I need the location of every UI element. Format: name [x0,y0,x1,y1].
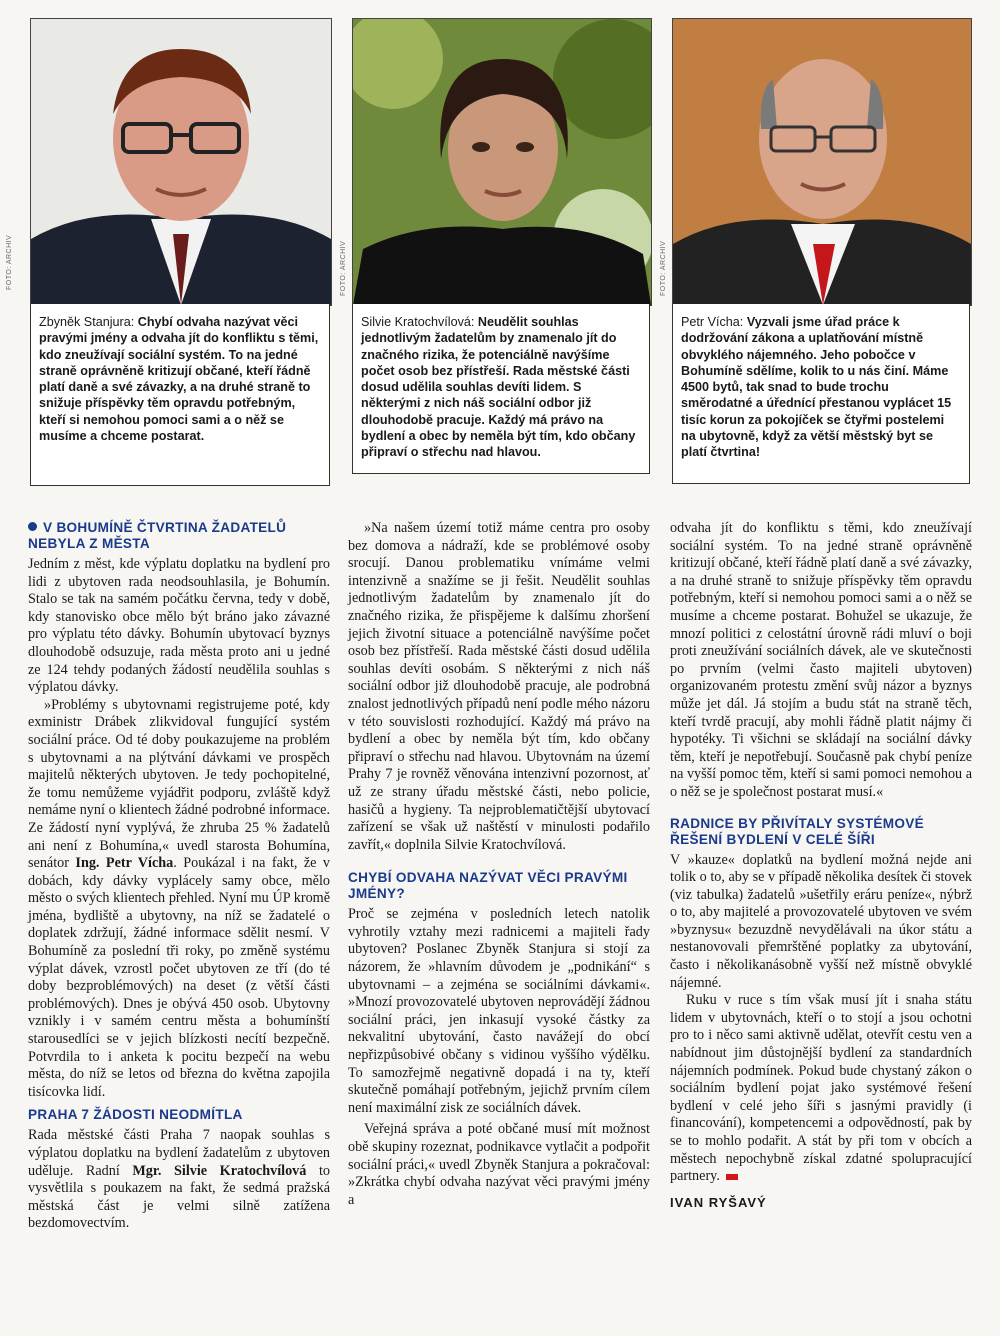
photo-kratochvilova [352,18,652,306]
article-column-1 [28,520,330,1233]
portrait-woman-icon [353,19,651,305]
caption-name: Zbyněk Stanjura: [39,315,135,329]
paragraph: »Na našem území totiž máme centra pro osoby bez domova a nádraží, kde se problémové osoby srocují. Danou problematiku vnímáme velmi intenzivně a snažíme se ji řešit. Neudělit souhlas jednotlivým žadatelům by znamenalo jít do značného rizika, že přispějeme k dalšímu zhoršení jejich životní situace a potenciálně navýšíme počet osob bez přístřeší. Rada městské části dosud udělila souhlas devíti osobám. S některými z nich náš sociální odbor již dlouhodobě pracuje, ale podrobná znalost jednotlivých případů není podle mého názoru v této souvislosti rozhodující. Každý má právo na bydlení a obec by neměla být tím, kdo občany připraví o střechu nad hlavou. Ubytovnám na území Prahy 7 je rovněž věnována intenzivní pozornost, ať už ze strany úřadu městské části, nebo policie, hasičů a hygieny. Ta nejproblematičtější ubytovací zařízení se však už naštěstí v minulosti podařilo zavřít,« doplnila Silvie Kratochvílová. [348,520,650,853]
paragraph: Ruku v ruce s tím však musí jít i snaha státu lidem v ubytovnách, kteří o to stojí a jsou ochotni pro to i něco sami aktivně udělat, otevřít cestu ven a nabídnout jim důstojnější bydlení za standardních nájemních podmínek. Pokud bude chystaný zákon o sociálním bydlení pojat jako systémové řešení bydlení v celé jeho šíři s jasnými pravidly (i financování), kompetencemi a odpovědností, pak by se to mohlo podařit. A stát by při tom v obcích a městech nepochybně získal zdatné spolupracující partnery. [670,992,972,1185]
paragraph: Proč se zejména v posledních letech natolik vyhrotily vztahy mezi radnicemi a majiteli řady ubytoven? Poslanec Zbyněk Stanjura si stojí za názorem, že »hlavním důvodem je „podnikání“ s ubytovnami – a zejména se sociálními dávkami«. »Mnozí provozovatelé ubytoven neprovádějí žádnou sociální práci, jen inkasují vysoké částky za nekvalitní ubytování, často navážejí do obcí nepřizpůsobivé občany s vidinou vyššího výdělku. To samozřejmě negativně dopadá i na ty, kteří skutečně pomáhají potřebným, jejichž prvním cílem není maximální zisk ze sociálních dávek. [348,906,650,1116]
person-name: Mgr. Silvie Kratochvílová [132,1162,307,1179]
author-byline: IVAN RYŠAVÝ [670,1194,767,1210]
photo-credit: FOTO: ARCHIV [6,234,13,290]
section-heading: RADNICE BY PŘIVÍTALY SYSTÉMOVÉ ŘEŠENÍ BYDLENÍ V CELÉ ŠÍŘI [670,815,924,847]
article-column-3 [670,520,972,1211]
paragraph: Veřejná správa a poté občané musí mít možnost obě skupiny rozeznat, podnikavce vytlačit a podpořit sociální práci,« uvedl Zbyněk Stanjura a pokračoval: »Zkrátka chybí odvaha nazývat věci pravými jmény a [348,1121,650,1208]
portrait-man-bald-icon [673,19,971,305]
paragraph: Rada městské části Praha 7 naopak souhlas s výplatou doplatku na bydlení žadatelům z ubytoven uděluje. Radní Mgr. Silvie Kratochvílová to vysvětlila s poukazem na fakt, že sedmá pražská městská část je velmi silně zatížena bezdomovectvím. [28,1127,331,1232]
article-column-2 [348,520,650,1209]
caption-name: Silvie Kratochvílová: [361,315,475,329]
section-heading: V BOHUMÍNĚ ČTVRTINA ŽADATELŮ NEBYLA Z MĚSTA [28,520,287,551]
caption-text: Neudělit souhlas jednotlivým žadatelům by znamenalo jít do značného rizika, že potenciálně navýšíme počet osob bez přístřeší. Rada městské části dosud udělila souhlas devíti lidem. S některými z nich náš sociální odbor již dlouhodobě pracuje. Každý má právo na bydlení a obec by neměla být tím, kdo občany připraví o střechu nad hlavou. [361,315,636,460]
caption-name: Petr Vícha: [681,315,744,329]
section-heading: PRAHA 7 ŽÁDOSTI NEODMÍTLA [28,1107,243,1123]
caption-vicha [672,304,970,484]
photo-credit: FOTO: ARCHIV [660,240,667,296]
portrait-man-glasses-icon [31,19,331,305]
paragraph: Jedním z měst, kde výplatu doplatku na bydlení pro lidi z ubytoven rada neodsouhlasila, je Bohumín. Stalo se tak na samém počátku června, tedy v době, kdy stanovisko obce mělo být bráno jako závazné pro výplatu této dávky. Bohumín ubytovací byznys dlouhodobě odsuzuje, rada města proto ani u jedné ze 124 tehdy podaných žádostí neudělila souhlas s výplatou dávky. [28,556,330,696]
photo-stanjura [30,18,332,306]
section-heading: CHYBÍ ODVAHA NAZÝVAT VĚCI PRAVÝMI JMÉNY? [348,870,628,902]
end-mark-icon [726,1174,738,1180]
caption-text: Vyzvali jsme úřad práce k dodržování zákona a uplatňování místně obvyklého nájemného. Jeho pobočce v Bohumíně sdělíme, kolik to u nás činí. Máme 4500 bytů, tak snad to bude trochu směrodatné a úřednící přestanou vyplácet 15 tisíc korun za pokojíček se čtyřmi postelemi na ubytovně, když za větší městský byt se platí čtvrtina! [681,315,952,460]
paragraph: odvaha jít do konfliktu s těmi, kdo zneužívají sociální systém. To na jedné straně oprávněně kritizují občané, kteří řádně platí daně a své závazky, a na druhé straně to snižuje příspěvky těm opravdu potřebným, kteří si nemohou pomoci sami a o něž se musíme a chceme postarat. Bohužel se ukazuje, že mnozí politici z celostátní úrovně rádi mluví o boji proti zneužívání sociálních dávek, ale ve skutečnosti po prvním (velmi často majiteli ubytoven) organizovaném protestu změní svůj názor a byznys může jet dál. Já stojím a budu stát na straně těch, kteří tvrdě pracují, aby mohli řádně platit nájmy či hypotéky. Ti všichni se skládají na sociální dávky těm, kteří je nepotřebují. Současně pak chybí peníze na vyšší pomoc těm, kteří si sami pomoci nemohou a o něž se je společnost postarat musí.« [670,520,972,800]
bullet-icon [28,522,37,531]
caption-kratochvilova [352,304,650,474]
photo-credit: FOTO: ARCHIV [340,240,347,296]
paragraph: »Problémy s ubytovnami registrujeme poté, kdy exministr Drábek zlikvidoval fungující systém sociální práce. Od té doby poukazujeme na problém s ubytovnami a na plýtvání dávkami ve prospěch majitelů některých ubytoven. Je tedy pochopitelné, že tomu nemůžeme vyjádřit podporu, zvláště když nemáme nyní o klientech žádné podrobné informace. Ze žádostí nyní vyplývá, že zhruba 25 % žadatelů ani není z Bohumína,« uvedl starosta Bohumína, senátor Ing. Petr Vícha. Poukázal i na fakt, že v dobách, kdy dávky vyplácely samy obce, mělo město o svých klientech přehled. Nyní mu ÚP kromě jména, bydliště a ubytovny, na níž se žadatelé o doplatek zdržují, žádné informace sdělit nesmí. V Bohumíně za poslední tři roky, po změně systému výplat dávek, vzrostl počet ubytoven ze tří (do té doby bezproblémových) na deset (z větší části problémových). Dnes je obývá 450 osob. Ubytovny vznikly i v samém centru města a bohumínští starousedlíci se v jejich blízkosti necítí bezpečně. Potvrdila to i anketa k pocitu bezpečí na webu města, do níž se letos od března do května zapojila tisícovka lidí. [28,696,330,1100]
photo-vicha [672,18,972,306]
caption-stanjura [30,304,330,486]
paragraph: V »kauze« doplatků na bydlení možná nejde ani tolik o to, aby se v případě několika desítek či stovek (viz tabulka) žadatelů »ušetřily eráru peníze«, nýbrž o to, aby majitelé a provozovatelé ubytoven ve svém »byznysu« bezuzdně nevydělávali na úkor státu a nestanovovali přemrštěné poplatky za ubytování, často i několikanásobně vyšší než místně obvyklé nájemné. [670,851,972,991]
caption-text: Chybí odvaha nazývat věci pravými jmény a odvaha jít do konfliktu s těmi, kdo zneužívají sociální systém. To na jedné straně oprávněně kritizují občané, kteří řádně platí daně a své závazky, a na druhé straně to snižuje příspěvky těm opravdu potřebným, kteří si nemohou pomoci sami a o něž se musíme a chceme postarat. [39,315,319,444]
person-name: Ing. Petr Vícha [75,855,174,872]
